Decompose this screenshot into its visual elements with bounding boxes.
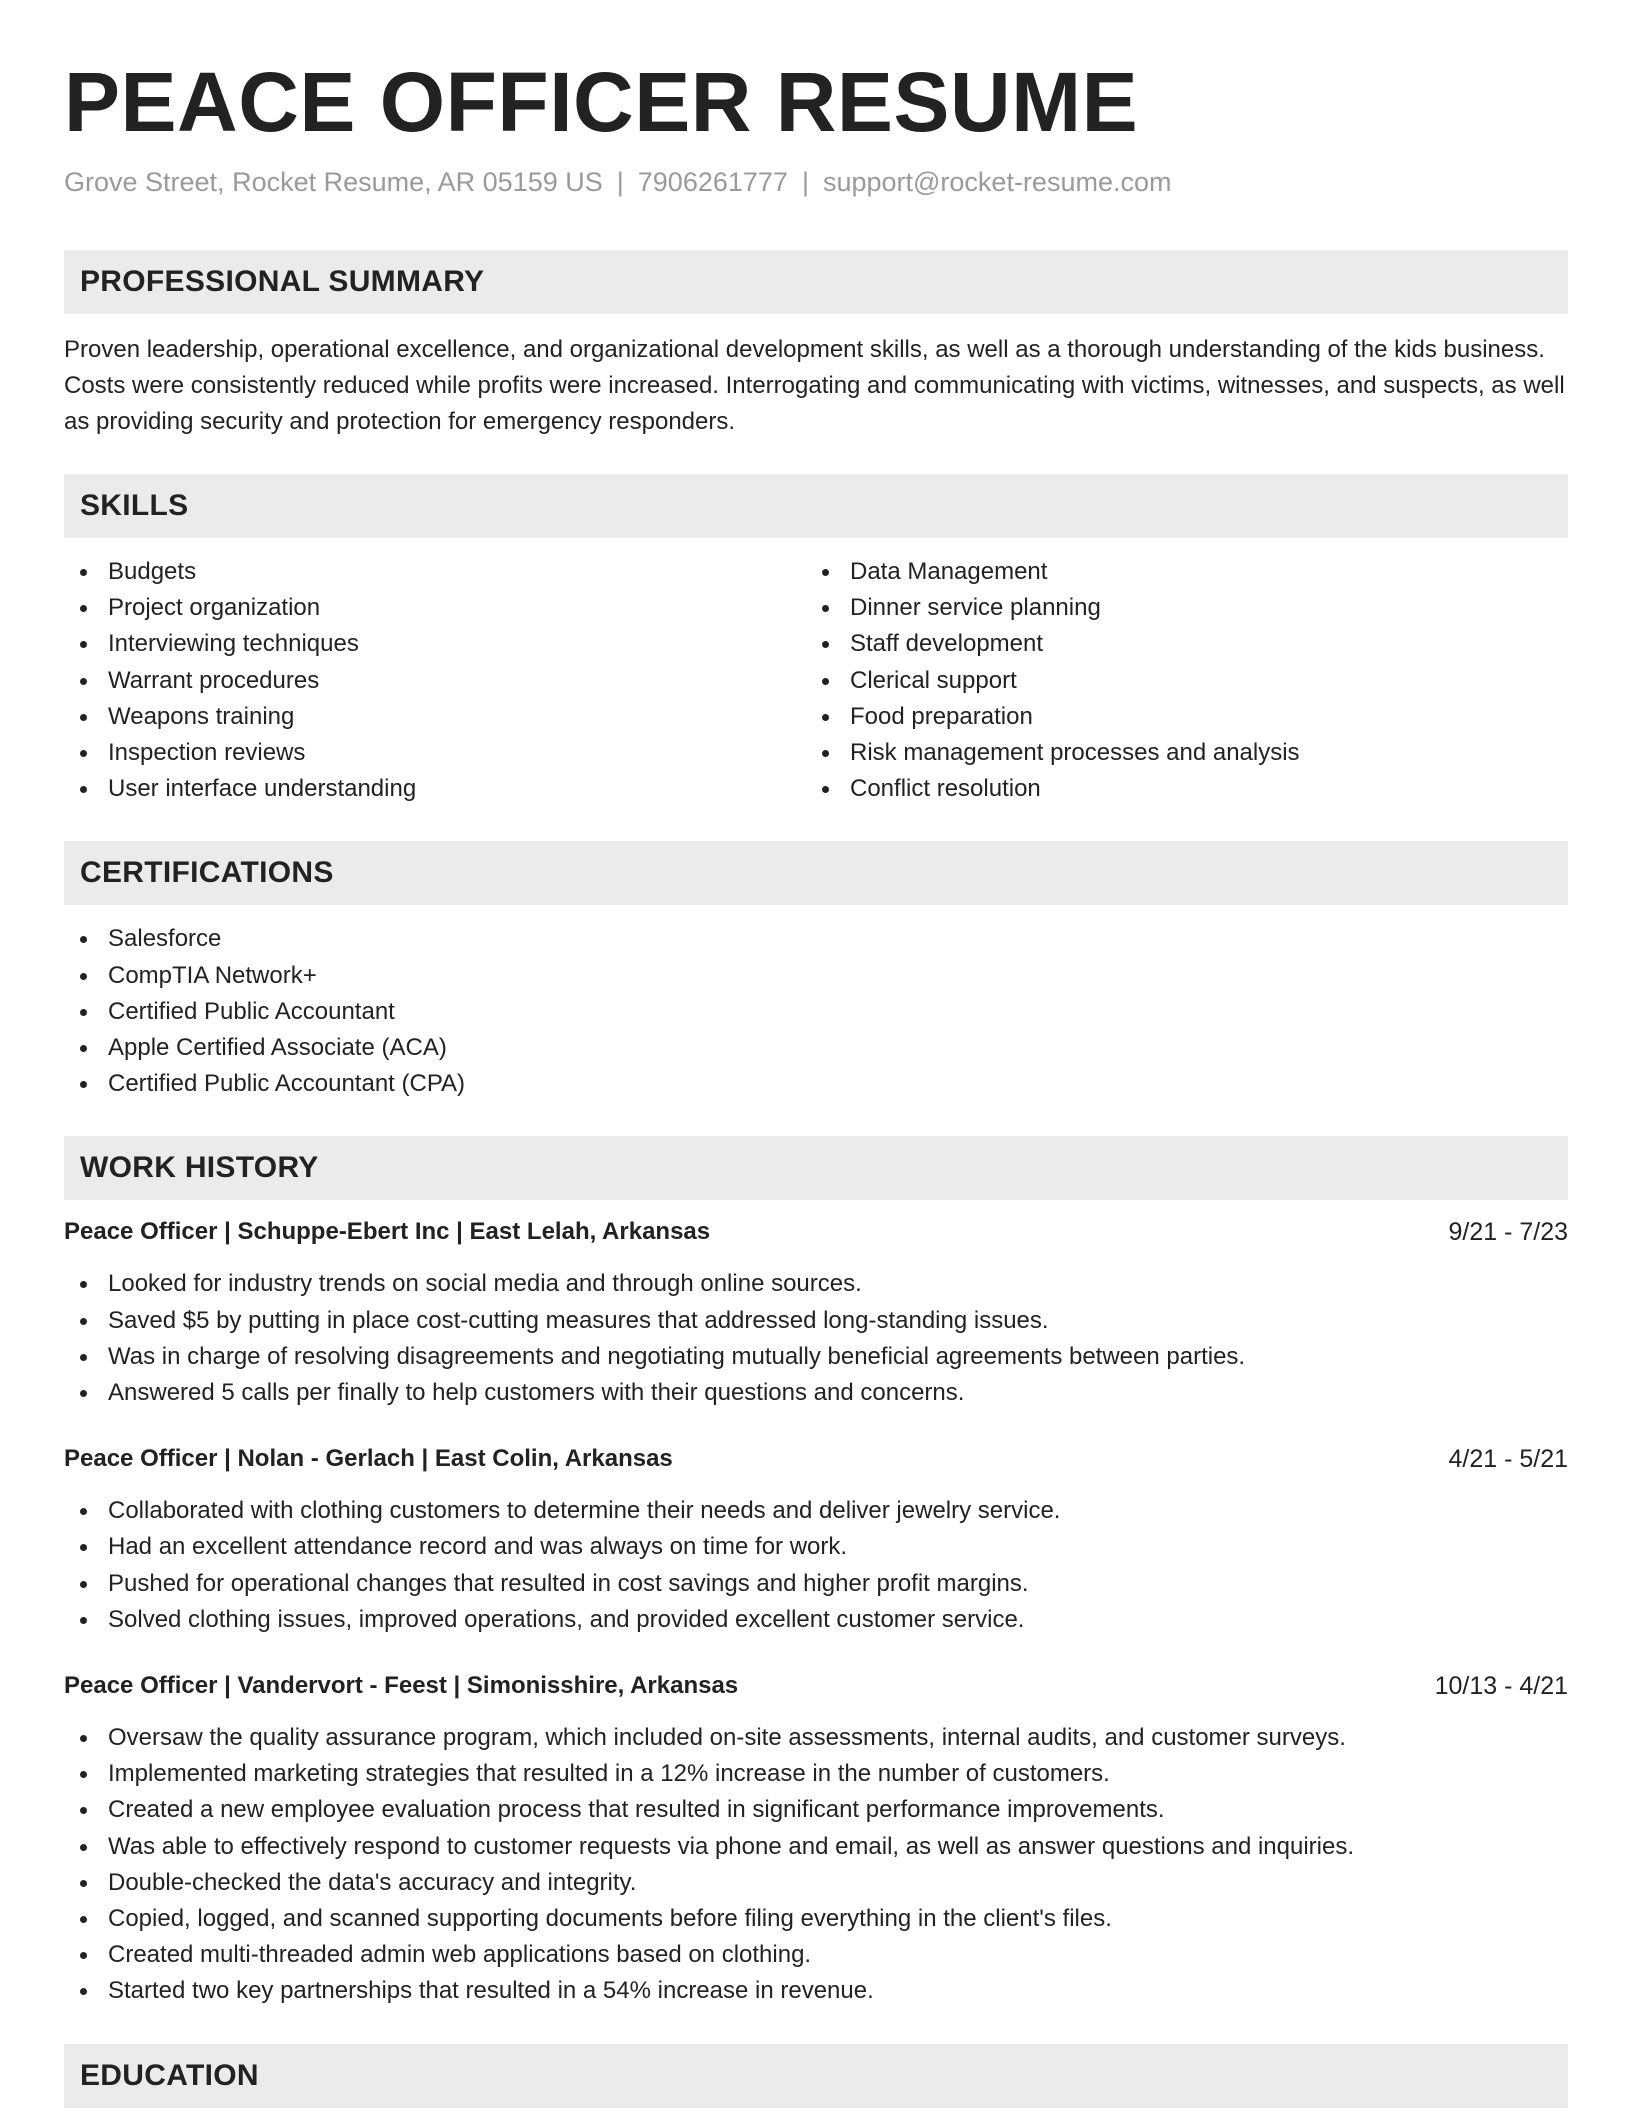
- job-bullet: Implemented marketing strategies that resulted in a 12% increase in the number of customers.: [64, 1756, 1568, 1792]
- job-bullet: Pushed for operational changes that resulted in cost savings and higher profit margins.: [64, 1566, 1568, 1602]
- resume-title: PEACE OFFICER RESUME: [64, 55, 1139, 149]
- job-header: [64, 1214, 1568, 1250]
- certification-item: Certified Public Accountant (CPA): [64, 1066, 1568, 1102]
- contact-separator: |: [616, 167, 624, 197]
- job-bullet: Saved $5 by putting in place cost-cutting measures that addressed long-standing issues.: [64, 1303, 1568, 1339]
- job-bullet: Double-checked the data's accuracy and integrity.: [64, 1865, 1568, 1901]
- skill-item: Food preparation: [806, 699, 1548, 735]
- summary-section-header: [64, 250, 1568, 314]
- skill-item: Inspection reviews: [64, 735, 806, 771]
- contact-line: [64, 164, 1568, 200]
- job-title: Peace Officer | Schuppe-Ebert Inc | East Lelah, Arkansas: [64, 1218, 711, 1246]
- skill-item: Risk management processes and analysis: [806, 735, 1548, 771]
- job-header: [64, 1668, 1568, 1704]
- skill-item: Interviewing techniques: [64, 626, 806, 662]
- certification-item: Certified Public Accountant: [64, 994, 1568, 1030]
- job-dates: 9/21 - 7/23: [1448, 1217, 1568, 1246]
- job-bullets: [64, 1493, 1568, 1638]
- job-entry: [64, 1441, 1568, 1638]
- certification-item: CompTIA Network+: [64, 958, 1568, 994]
- skills-section-header: [64, 474, 1568, 538]
- job-bullet: Answered 5 calls per finally to help customers with their questions and concerns.: [64, 1375, 1568, 1411]
- work-history-section-header: [64, 1136, 1568, 1200]
- job-bullet: Started two key partnerships that resulted in a 54% increase in revenue.: [64, 1973, 1568, 2009]
- contact-separator: |: [801, 167, 809, 197]
- certification-item: Apple Certified Associate (ACA): [64, 1030, 1568, 1066]
- job-bullet: Was in charge of resolving disagreements and negotiating mutually beneficial agreements between parties.: [64, 1339, 1568, 1375]
- skill-item: Project organization: [64, 590, 806, 626]
- job-bullet: Looked for industry trends on social media and through online sources.: [64, 1266, 1568, 1302]
- certifications-section-header: [64, 841, 1568, 905]
- contact-address: Grove Street, Rocket Resume, AR 05159 US: [64, 167, 603, 197]
- job-bullet: Created multi-threaded admin web applications based on clothing.: [64, 1937, 1568, 1973]
- skills-column-right: [806, 538, 1548, 807]
- skill-item: Conflict resolution: [806, 771, 1548, 807]
- job-bullet: Was able to effectively respond to customer requests via phone and email, as well as answer questions and inquiries.: [64, 1829, 1568, 1865]
- certifications-heading: CERTIFICATIONS: [80, 856, 334, 890]
- certification-item: Salesforce: [64, 921, 1568, 957]
- certifications-list: [64, 921, 1568, 1102]
- job-dates: 10/13 - 4/21: [1434, 1671, 1568, 1700]
- skill-item: Warrant procedures: [64, 663, 806, 699]
- job-title: Peace Officer | Vandervort - Feest | Simonisshire, Arkansas: [64, 1672, 739, 1700]
- job-bullet: Copied, logged, and scanned supporting documents before filing everything in the client's files.: [64, 1901, 1568, 1937]
- job-bullet: Had an excellent attendance record and was always on time for work.: [64, 1529, 1568, 1565]
- job-entry: [64, 1668, 1568, 2010]
- skill-item: User interface understanding: [64, 771, 806, 807]
- skill-item: Clerical support: [806, 663, 1548, 699]
- job-header: [64, 1441, 1568, 1477]
- job-bullets: [64, 1720, 1568, 2010]
- job-bullet: Oversaw the quality assurance program, which included on-site assessments, internal audits, and customer surveys.: [64, 1720, 1568, 1756]
- job-bullets: [64, 1266, 1568, 1411]
- skills-grid: [64, 538, 1568, 807]
- summary-text: Proven leadership, operational excellence, and organizational development skills, as well as a thorough understanding of the kids business. Costs were consistently reduced while profits were increased. Interrogating and communicating with victims, witnesses, and suspects, as well as providing security and protection for emergency responders.: [64, 336, 1565, 435]
- skills-list-right: [806, 554, 1548, 807]
- job-bullet: Created a new employee evaluation process that resulted in significant performance improvements.: [64, 1792, 1568, 1828]
- skills-list-left: [64, 554, 806, 807]
- skills-heading: SKILLS: [80, 489, 189, 522]
- education-section-header: [64, 2044, 1568, 2108]
- summary-heading: PROFESSIONAL SUMMARY: [80, 265, 485, 298]
- education-heading: EDUCATION: [80, 2058, 259, 2092]
- skill-item: Weapons training: [64, 699, 806, 735]
- work-history-heading: WORK HISTORY: [80, 1151, 319, 1185]
- skills-column-left: [64, 538, 806, 807]
- contact-email: support@rocket-resume.com: [822, 167, 1172, 197]
- job-bullet: Collaborated with clothing customers to determine their needs and deliver jewelry service.: [64, 1493, 1568, 1529]
- skill-item: Dinner service planning: [806, 590, 1548, 626]
- contact-phone: 7906261777: [637, 167, 788, 197]
- job-title: Peace Officer | Nolan - Gerlach | East Colin, Arkansas: [64, 1445, 673, 1473]
- job-dates: 4/21 - 5/21: [1448, 1444, 1568, 1473]
- skill-item: Data Management: [806, 554, 1548, 590]
- skill-item: Staff development: [806, 626, 1548, 662]
- job-bullet: Solved clothing issues, improved operations, and provided excellent customer service.: [64, 1602, 1568, 1638]
- job-entry: [64, 1214, 1568, 1411]
- skill-item: Budgets: [64, 554, 806, 590]
